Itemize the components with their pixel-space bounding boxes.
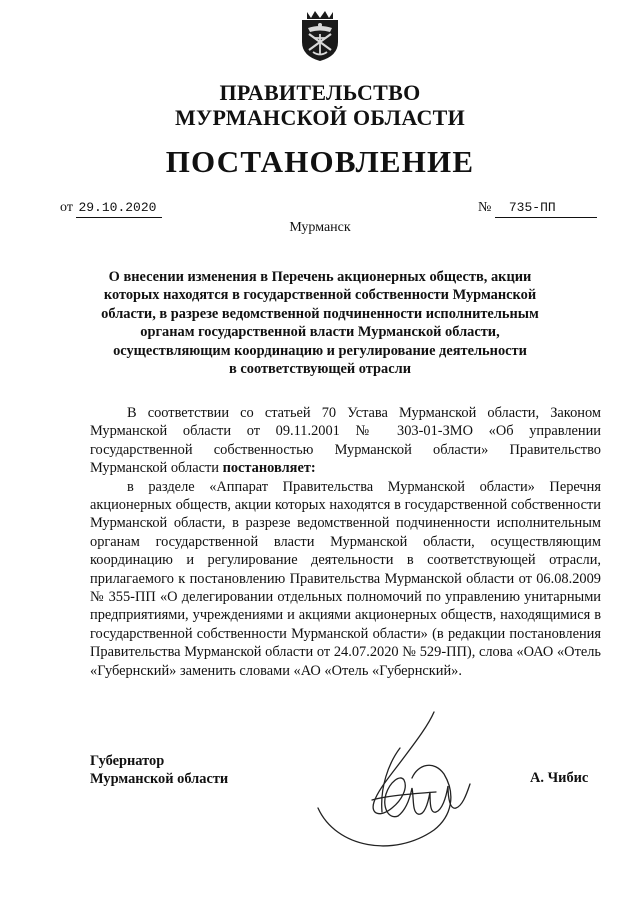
org-name-line-1: ПРАВИТЕЛЬСТВО	[219, 80, 421, 105]
signer-position	[90, 752, 228, 789]
title-line: органам государственной власти Мурманской области,	[140, 324, 500, 341]
date-prefix: от	[60, 200, 73, 215]
title-line: осуществляющим координацию и регулирование деятельности	[113, 342, 527, 359]
title-line: в соответствующей отрасли	[229, 361, 411, 378]
date-line	[60, 199, 162, 218]
document-body	[90, 404, 601, 680]
resolution-word: постановляет:	[222, 460, 316, 477]
document-date: 29.10.2020	[76, 199, 162, 218]
document-type-heading: ПОСТАНОВЛЕНИЕ	[165, 144, 475, 179]
body-paragraph-2: в разделе «Аппарат Правительства Мурманской области» Перечня акционерных обществ, акции которых находятся в государственной собственности Мурманской области, в разрезе ведомственной подчиненности исполнительным органам государственной власти Мурманской области, осуществляющим координацию и регулирование деятельности в соответствующей отрасли, прилагаемого к постановлению Правительства Мурманской области от 06.08.2009 № 355-ПП «О делегировании отдельных полномочий по управлению унитарными предприятиями, учреждениями и акциями акционерных обществ, находящимися в государственной собственности Мурманской области» (в редакции постановления Правительства Мурманской области от 24.07.2020 № 529-ПП), слова «ОАО «Отель «Губернский» заменить словами «АО «Отель «Губернский».	[90, 478, 601, 679]
title-line: которых находятся в государственной собственности Мурманской	[103, 287, 537, 304]
city-name: Мурманск	[289, 220, 351, 235]
signer-position-line-1: Губернатор	[90, 753, 165, 769]
signer-position-line-2: Мурманской области	[90, 771, 229, 788]
signer-name: А. Чибис	[530, 770, 589, 786]
coat-of-arms-emblem-icon	[299, 8, 341, 62]
document-title	[100, 268, 540, 378]
org-name-line-2: МУРМАНСКОЙ ОБЛАСТИ	[174, 105, 466, 130]
handwritten-signature-icon	[316, 708, 476, 856]
title-line: О внесении изменения в Перечень акционерных обществ, акции	[108, 269, 532, 285]
paragraph-text: В соответствии со статьей 70 Устава Мурманской области, Законом Мурманской области от 09.11.2001 № 303-01-ЗМО «Об управлении государственной собственностью Мурманской области» Правительство Мурманской области	[90, 405, 601, 477]
body-paragraph-1	[90, 404, 601, 478]
title-line: области, в разрезе ведомственной подчиненности исполнительным	[101, 305, 539, 322]
number-line	[478, 199, 597, 218]
document-number: 735-ПП	[495, 199, 597, 218]
number-prefix: №	[478, 200, 492, 215]
